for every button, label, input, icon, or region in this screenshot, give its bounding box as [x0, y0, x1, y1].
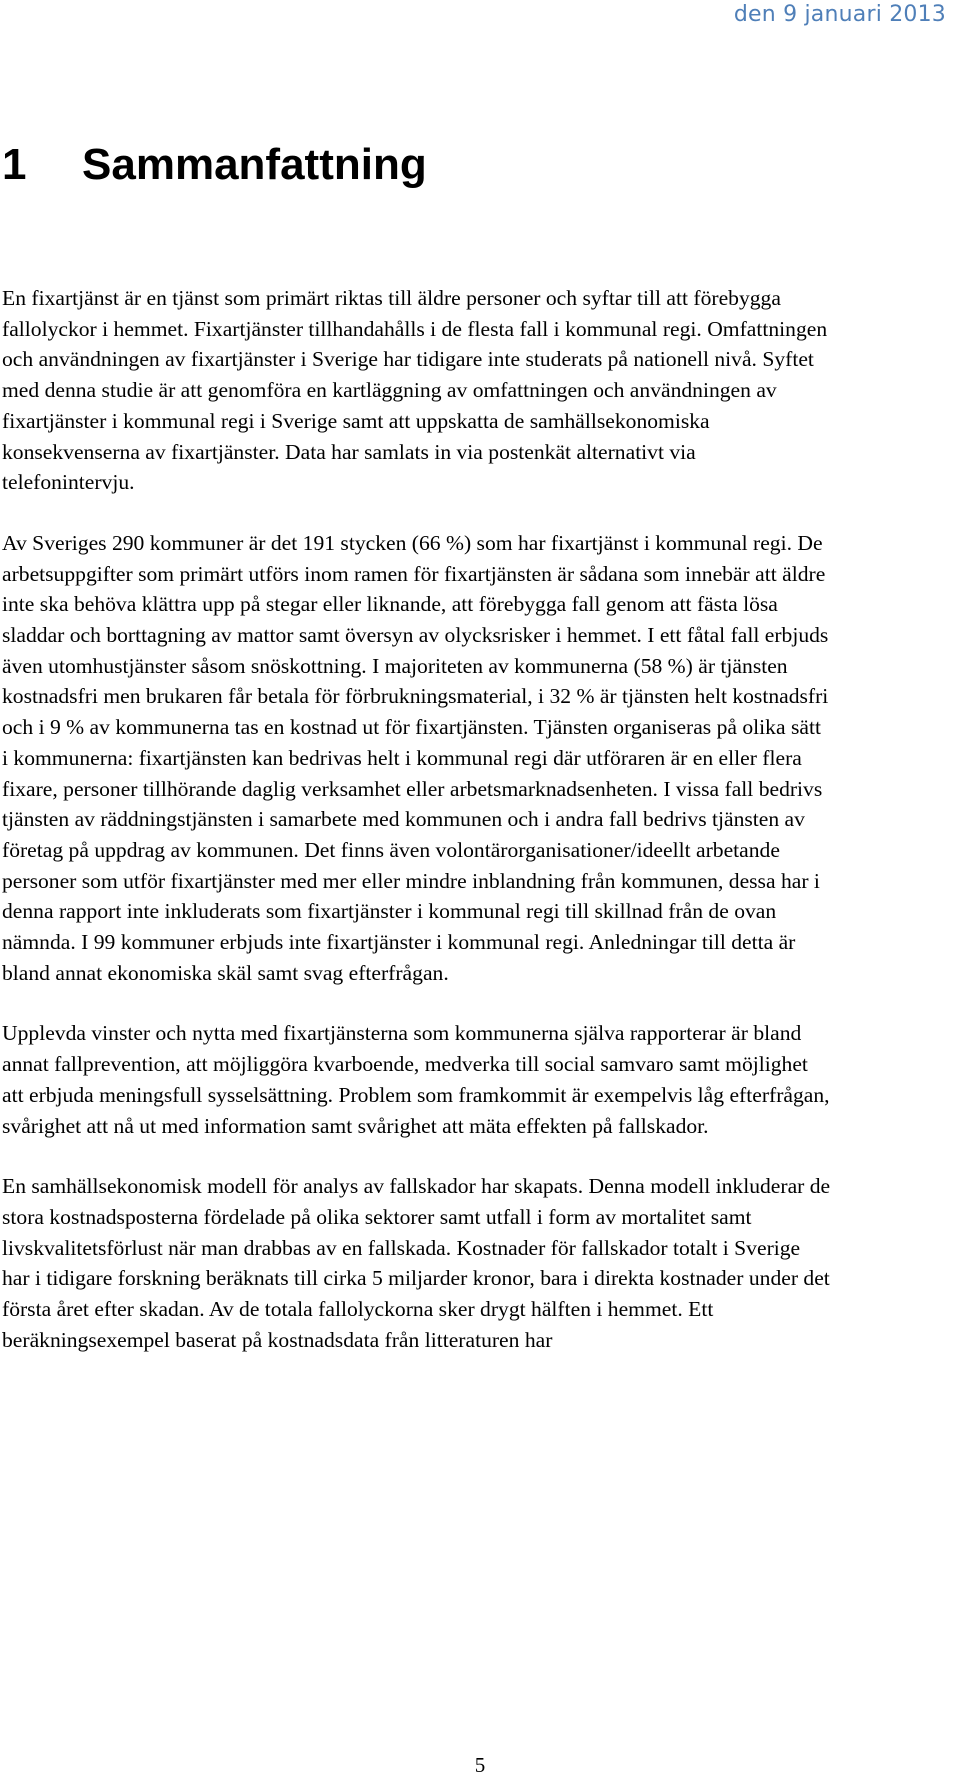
paragraph-results: Av Sveriges 290 kommuner är det 191 stycken (66 %) som har fixartjänst i kommunal regi. De arbetsuppgifter som primärt utförs inom ramen för fixartjänsten är sådana som innebär att äldre inte ska behöva klättra upp på stegar eller liknande, att förebygga fall genom att fästa lösa sladdar och borttagning av mattor samt översyn av olycksrisker i hemmet. I ett fåtal fall erbjuds även utomhustjänster såsom snöskottning. I majoriteten av kommunerna (58 %) är tjänsten kostnadsfri men brukaren får betala för förbrukningsmaterial, i 32 % är tjänsten helt kostnadsfri och i 9 % av kommunerna tas en kostnad ut för fixartjänsten. Tjänsten organiseras på olika sätt i kommunerna: fixartjänsten kan bedrivas helt i kommunal regi där utföraren är en eller flera fixare, personer tillhörande daglig verksamhet eller arbetsmarknadsenheten. I vissa fall bedrivs tjänsten av räddningstjänsten i samarbete med kommunen och i andra fall bedrivs tjänsten av företag på uppdrag av kommunen. Det finns även volontärorganisationer/ideellt arbetande personer som utför fixartjänster med mer eller mindre inblandning från kommunen, dessa har i denna rapport inte inkluderats som fixartjänster i kommunal regi till skillnad från de ovan nämnda. I 99 kommuner erbjuds inte fixartjänster i kommunal regi. Anledningar till detta är bland annat ekonomiska skäl samt svag efterfrågan.	[2, 530, 829, 985]
paragraph-benefits: Upplevda vinster och nytta med fixartjänsterna som kommunerna själva rapporterar är bland annat fallprevention, att möjliggöra kvarboende, medverka till social samvaro samt möjlighet att erbjuda meningsfull sysselsättning. Problem som framkommit är exempelvis låg efterfrågan, svårighet att nå ut med information samt svårighet att mäta effekten på fallskador.	[2, 1021, 830, 1138]
paragraph-intro: En fixartjänst är en tjänst som primärt riktas till äldre personer och syftar till att förebygga fallolyckor i hemmet. Fixartjänster tillhandahålls i de flesta fall i kommunal regi. Omfattningen och användningen av fixartjänster i Sverige har tidigare inte studerats på nationell nivå. Syftet med denna studie är att genomföra en kartläggning av omfattningen och användningen av fixartjänster i kommunal regi i Sverige samt att uppskatta de samhällsekonomiska konsekvenserna av fixartjänster. Data har samlats in via postenkät alternativt via telefonintervju.	[2, 286, 828, 495]
chapter-heading	[2, 140, 427, 190]
chapter-number: 1	[2, 140, 27, 189]
body-text	[2, 283, 832, 1386]
chapter-title: Sammanfattning	[82, 140, 427, 189]
page-number: 5	[474, 1753, 486, 1777]
header-date: den 9 januari 2013	[733, 2, 946, 27]
paragraph-model: En samhällsekonomisk modell för analys av fallskador har skapats. Denna modell inkluderar de stora kostnadsposterna fördelade på olika sektorer samt utfall i form av mortalitet samt livskvalitetsförlust när man drabbas av en fallskada. Kostnader för fallskador totalt i Sverige har i tidigare forskning beräknats till cirka 5 miljarder kronor, bara i direkta kostnader under det första året efter skadan. Av de totala fallolyckorna sker drygt hälften i hemmet. Ett beräkningsexempel baserat på kostnadsdata från litteraturen har	[2, 1174, 831, 1352]
